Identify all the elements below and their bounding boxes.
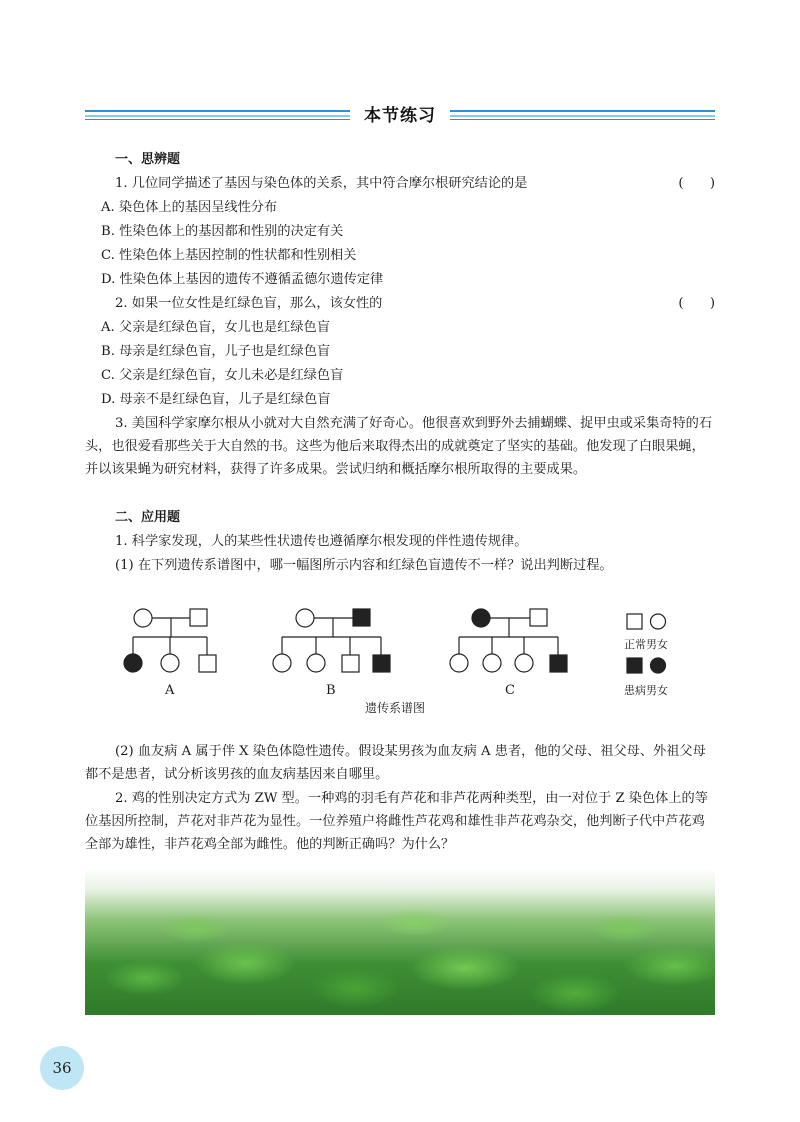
pedigree-a-affected-daughter xyxy=(124,654,142,672)
pedigree-b-daughter-1 xyxy=(273,654,291,672)
q1-answer-bracket: ( ) xyxy=(678,176,715,191)
section1-heading: 一、思辨题 xyxy=(115,152,181,167)
legend-affected-label: 患病男女 xyxy=(624,684,668,697)
pedigree-b-son xyxy=(342,655,359,672)
q1-stem: 1. 几位同学描述了基因与染色体的关系，其中符合摩尔根研究结论的是 xyxy=(115,176,528,191)
page-number-badge xyxy=(40,1046,84,1090)
pedigree-b-affected-son xyxy=(373,655,390,672)
pedigree-a-daughter xyxy=(161,654,179,672)
pedigree-b-mother xyxy=(296,609,314,627)
legend-normal-female-icon xyxy=(651,614,666,629)
pedigree-a-mother xyxy=(134,609,152,627)
pedigree-a-son xyxy=(199,655,216,672)
legend-affected-female-icon xyxy=(651,658,666,673)
pedigree-c-daughter-3 xyxy=(515,654,533,672)
pedigree-label-b: B xyxy=(326,683,336,698)
legend-affected-male-icon xyxy=(627,658,642,673)
legend-normal-label: 正常男女 xyxy=(624,638,668,651)
q1-option-d: D. 性染色体上基因的遗传不遵循孟德尔遗传定律 xyxy=(101,272,384,287)
section-title: 本节练习 xyxy=(350,101,450,126)
pedigree-c-daughter-2 xyxy=(483,654,501,672)
q1-option-c: C. 性染色体上基因控制的性状都和性别相关 xyxy=(101,248,357,263)
q2-option-c: C. 父亲是红绿色盲，女儿未必是红绿色盲 xyxy=(101,368,344,383)
pedigree-a-father xyxy=(190,609,207,626)
page-number: 36 xyxy=(52,1059,72,1077)
pedigree-c-affected-mother xyxy=(472,609,490,627)
pedigree-c-affected-son xyxy=(550,655,567,672)
q2-stem-line xyxy=(115,294,715,314)
clover-photo xyxy=(85,868,715,1015)
q1-stem-line xyxy=(115,174,715,194)
pedigree-c-daughter-1 xyxy=(450,654,468,672)
pedigree-caption: 遗传系谱图 xyxy=(365,701,426,715)
q1-option-a: A. 染色体上的基因呈线性分布 xyxy=(101,200,278,215)
section-header xyxy=(85,104,715,128)
q2-option-d: D. 母亲不是红绿色盲，儿子是红绿色盲 xyxy=(101,392,331,407)
q2-stem: 2. 如果一位女性是红绿色盲，那么，该女性的 xyxy=(115,296,383,311)
pedigree-b-affected-father xyxy=(353,609,370,626)
s2-q2: 2. 鸡的性别决定方式为 ZW 型。一种鸡的羽毛有芦花和非芦花两种类型，由一对位于 Z 染色体上的等位基因所控制，芦花对非芦花为显性。一位养殖户将雌性芦花鸡和雄性非芦花鸡杂交，他判断子代中芦花鸡全部为雄性，非芦花鸡全部为雌性。他的判断正确吗？为什么？ xyxy=(85,791,708,852)
pedigree-figure xyxy=(115,600,715,720)
pedigree-c-father xyxy=(530,609,547,626)
pedigree-label-a: A xyxy=(165,683,175,698)
q3-text: 3. 美国科学家摩尔根从小就对大自然充满了好奇心。他很喜欢到野外去捕蝴蝶、捉甲虫或采集奇特的石头，也很爱看那些关于大自然的书。这些为他后来取得杰出的成就奠定了坚实的基础。他发现了白眼果蝇，并以该果蝇为研究材料，获得了许多成果。尝试归纳和概括摩尔根所取得的主要成果。 xyxy=(85,416,713,477)
q2-option-b: B. 母亲是红绿色盲，儿子也是红绿色盲 xyxy=(101,344,331,359)
section2-heading: 二、应用题 xyxy=(115,510,181,525)
legend-normal-male-icon xyxy=(627,614,642,629)
q1-option-b: B. 性染色体上的基因都和性别的决定有关 xyxy=(101,224,344,239)
pedigree-b-daughter-2 xyxy=(307,654,325,672)
s2-q1-part1: (1) 在下列遗传系谱图中，哪一幅图所示内容和红绿色盲遗传不一样？说出判断过程。 xyxy=(115,558,613,573)
pedigree-label-c: C xyxy=(505,683,515,698)
q2-option-a: A. 父亲是红绿色盲，女儿也是红绿色盲 xyxy=(101,320,330,335)
s2-q1-part2: (2) 血友病 A 属于伴 X 染色体隐性遗传。假设某男孩为血友病 A 患者，他的父母、祖父母、外祖父母都不是患者，试分析该男孩的血友病基因来自哪里。 xyxy=(85,744,706,782)
q2-answer-bracket: ( ) xyxy=(678,296,715,311)
s2-q1-intro: 1. 科学家发现，人的某些性状遗传也遵循摩尔根发现的伴性遗传规律。 xyxy=(115,534,528,549)
